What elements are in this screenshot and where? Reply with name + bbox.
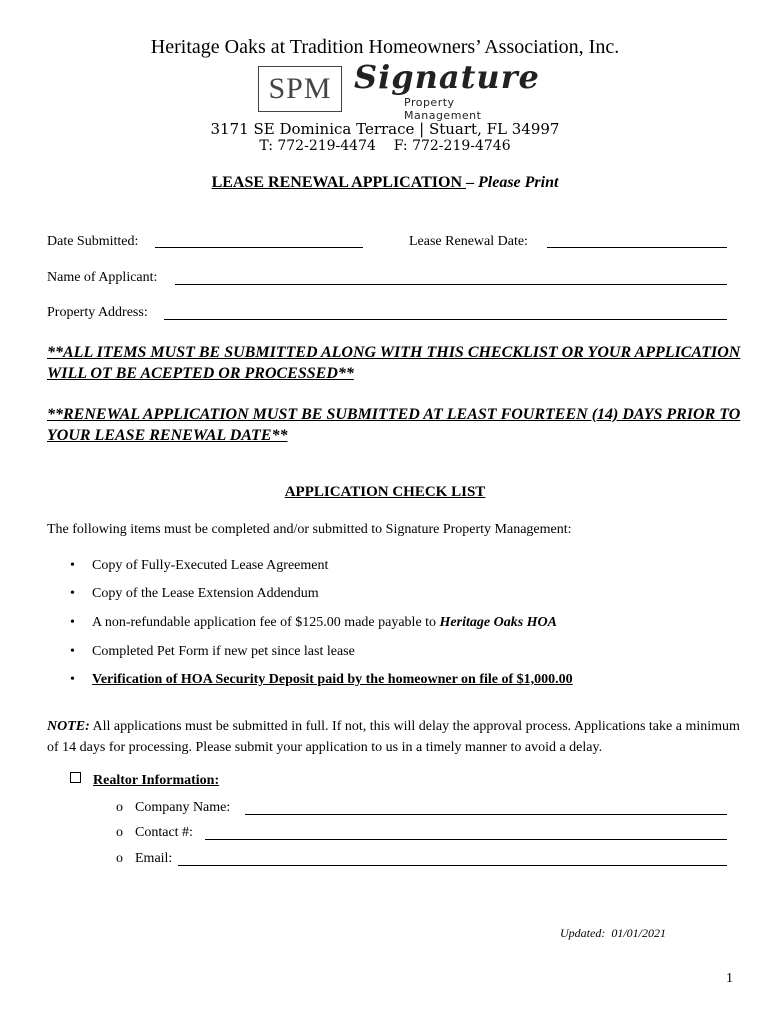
organization-name: Heritage Oaks at Tradition Homeowners’ Association, Inc. — [150, 36, 620, 58]
applicant-name-line[interactable] — [175, 284, 727, 285]
company-name-line[interactable] — [245, 814, 727, 815]
title-dash: – — [466, 174, 478, 191]
checklist-item-text: Copy of the Lease Extension Addendum — [92, 586, 319, 601]
email-line[interactable] — [178, 865, 727, 866]
sub-bullet-icon: o — [116, 851, 123, 866]
checklist-item — [70, 558, 328, 574]
date-submitted-label: Date Submitted: — [47, 234, 139, 249]
checklist-item-text: Copy of Fully-Executed Lease Agreement — [92, 558, 329, 573]
checklist-item — [70, 672, 573, 688]
document-title — [0, 174, 770, 192]
checklist-title: APPLICATION CHECK LIST — [284, 484, 486, 500]
note-label: NOTE: — [47, 719, 90, 734]
company-name-row — [116, 800, 230, 816]
checklist-item-text: A non-refundable application fee of $125.00 made payable to — [92, 615, 440, 630]
page-number: 1 — [726, 971, 733, 986]
bullet-icon: • — [70, 615, 75, 630]
bullet-icon: • — [70, 644, 75, 659]
bullet-icon: • — [70, 586, 75, 601]
email-row — [116, 851, 172, 867]
property-address-line[interactable] — [164, 319, 727, 320]
office-address: 3171 SE Dominica Terrace | Stuart, FL 34997 — [210, 120, 560, 138]
warning-all-items: **ALL ITEMS MUST BE SUBMITTED ALONG WITH THIS CHECKLIST OR YOUR APPLICATION WILL OT BE ACEPTED OR PROCESSED** — [47, 344, 741, 382]
realtor-title: Realtor Information: — [93, 773, 220, 788]
sub-bullet-icon: o — [116, 800, 123, 815]
bullet-icon: • — [70, 558, 75, 573]
checklist-item — [70, 615, 557, 631]
checklist-intro: The following items must be completed and/or submitted to Signature Property Management: — [47, 522, 572, 537]
title-sub: Please Print — [478, 174, 559, 191]
note-paragraph — [47, 716, 747, 758]
checklist-item — [70, 586, 319, 602]
checkbox-icon[interactable] — [70, 772, 81, 783]
email-label: Email: — [135, 851, 173, 866]
fee-payee: Heritage Oaks HOA — [439, 615, 557, 630]
lease-renewal-date-line[interactable] — [547, 247, 727, 248]
applicant-name-label: Name of Applicant: — [47, 270, 158, 285]
company-name-label: Company Name: — [135, 800, 231, 815]
property-address-label: Property Address: — [47, 305, 148, 320]
realtor-section-header — [70, 772, 219, 789]
office-phone — [0, 138, 770, 154]
checklist-item-text: Verification of HOA Security Deposit paid by the homeowner on file of $1,000.00 — [92, 672, 573, 687]
logo-mark: SPM — [258, 66, 342, 112]
lease-renewal-date-label: Lease Renewal Date: — [409, 234, 528, 249]
checklist-item — [70, 644, 355, 660]
date-submitted-line[interactable] — [155, 247, 363, 248]
checklist-item-text: Completed Pet Form if new pet since last lease — [92, 644, 355, 659]
contact-row — [116, 825, 193, 841]
bullet-icon: • — [70, 672, 75, 687]
contact-line[interactable] — [205, 839, 727, 840]
logo-script-text: Signature — [354, 58, 540, 96]
logo-subtext: Property Management — [404, 96, 482, 122]
note-text: All applications must be submitted in full. If not, this will delay the approval process. Applications take a minimum of 14 days for processing. Please submit your application to us in a timely manner to avoid a delay. — [47, 719, 740, 755]
phone-numbers: T: 772-219-4474 F: 772-219-4746 — [259, 138, 511, 154]
contact-label: Contact #: — [135, 825, 193, 840]
company-logo — [258, 58, 540, 122]
updated-date: Updated: 01/01/2021 — [560, 926, 666, 940]
title-main: LEASE RENEWAL APPLICATION — [211, 174, 466, 191]
warning-fourteen-days: **RENEWAL APPLICATION MUST BE SUBMITTED AT LEAST FOURTEEN (14) DAYS PRIOR TO YOUR LEASE RENEWAL DATE** — [47, 406, 741, 444]
sub-bullet-icon: o — [116, 825, 123, 840]
